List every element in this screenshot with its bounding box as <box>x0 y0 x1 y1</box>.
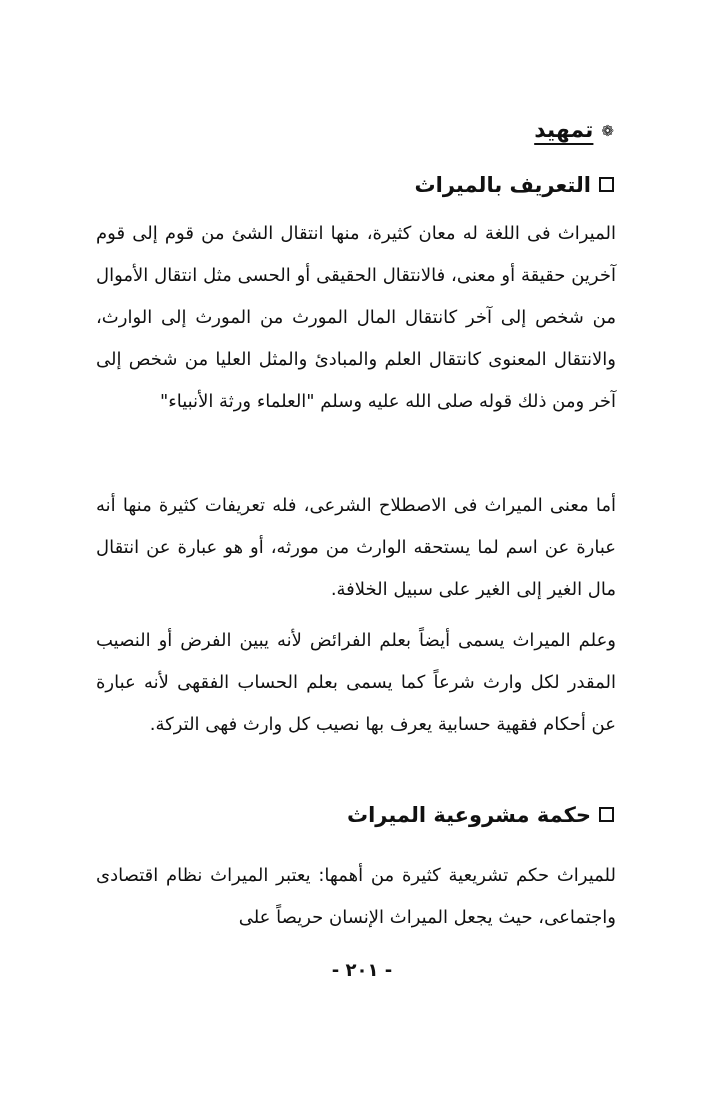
section-heading-wisdom <box>347 803 614 827</box>
paragraph-legal-meaning: أما معنى الميراث فى الاصطلاح الشرعى، فله تعريفات كثيرة منها أنه عبارة عن اسم لما يستحقه الوارث من مورثه، أو هو عبارة عن انتقال مال الغير إلى الغير على سبيل الخلافة. <box>96 495 616 600</box>
paragraph-science-of-inheritance: وعلم الميراث يسمى أيضاً بعلم الفرائض لأنه يبين الفرض أو النصيب المقدر لكل وارث شرعاً كما يسمى بعلم الحساب الفقهى لأنه عبارة عن أحكام فقهية حسابية يعرف بها نصيب كل وارث فهى التركة. <box>96 630 616 735</box>
section-heading-definition <box>415 173 614 197</box>
intro-heading-text: تمهيد <box>534 118 594 143</box>
square-bullet-icon <box>599 807 614 822</box>
section-heading-text: التعريف بالميراث <box>414 173 591 197</box>
flower-bullet-icon: ❁ <box>601 122 614 140</box>
intro-heading <box>534 118 614 143</box>
paragraph-linguistic-meaning: الميراث فى اللغة له معان كثيرة، منها انتقال الشئ من قوم إلى قوم آخرين حقيقة أو معنى، فالانتقال الحقيقى أو الحسى مثل انتقال الأموال من شخص إلى آخر كانتقال المال المورث من المورث إلى الوارث، والانتقال المعنوى كانتقال العلم والمبادئ والمثل العليا من شخص إلى آخر ومن ذلك قوله صلى الله عليه وسلم "العلماء ورثة الأنبياء" <box>96 223 616 412</box>
section-heading-text: حكمة مشروعية الميراث <box>346 803 591 827</box>
page-number: - ٢٠١ - <box>331 960 393 981</box>
square-bullet-icon <box>599 177 614 192</box>
paragraph-wisdom: للميراث حكم تشريعية كثيرة من أهمها: يعتبر الميراث نظام اقتصادى واجتماعى، حيث يجعل الميراث الإنسان حريصاً على <box>96 865 616 928</box>
